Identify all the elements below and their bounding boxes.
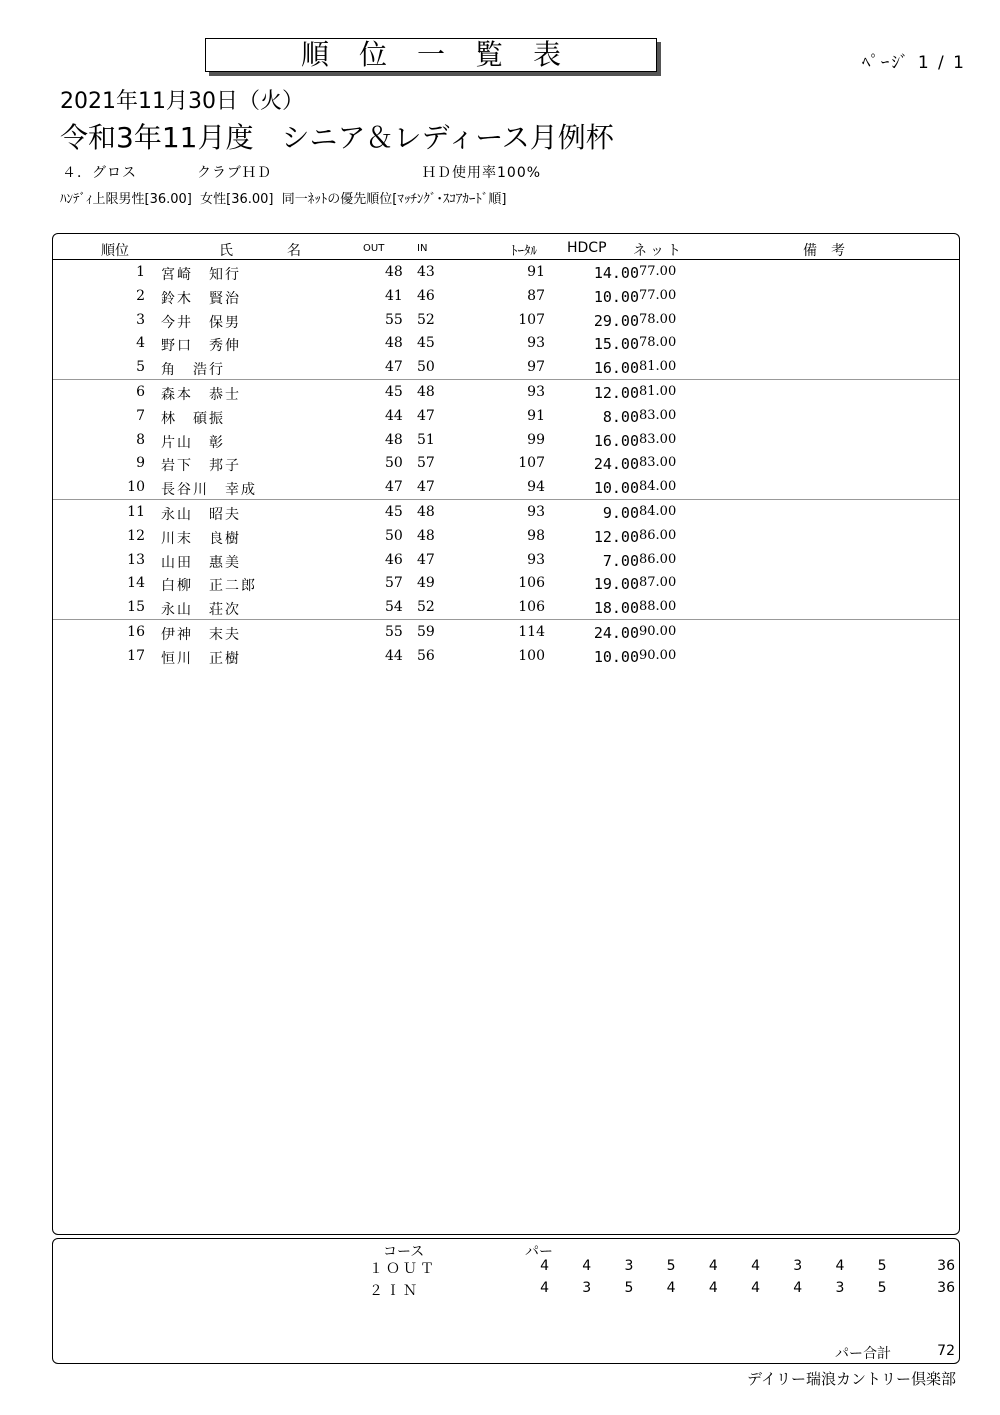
out-score: 47 xyxy=(385,479,403,496)
total-score: 107 xyxy=(518,311,545,328)
out-score: 45 xyxy=(385,503,403,520)
net-score: 78.00 xyxy=(639,335,677,351)
net-score: 84.00 xyxy=(639,479,677,495)
in-score: 47 xyxy=(417,407,435,424)
out-score: 46 xyxy=(385,551,403,568)
hole-par: 4 xyxy=(835,1258,845,1274)
player-name: 長谷川 幸成 xyxy=(161,482,257,499)
in-score: 47 xyxy=(417,551,435,568)
total-score: 97 xyxy=(527,359,545,376)
net-score: 88.00 xyxy=(639,599,677,615)
hdcp-value: 14.00 xyxy=(593,264,639,282)
table-row xyxy=(53,571,959,595)
total-score: 106 xyxy=(518,599,545,616)
rank-cell: 8 xyxy=(136,431,145,448)
table-row xyxy=(53,548,959,572)
net-score: 86.00 xyxy=(639,527,677,543)
table-row xyxy=(53,404,959,428)
table-row xyxy=(53,644,959,668)
out-score: 48 xyxy=(385,264,403,280)
rank-cell: 14 xyxy=(127,575,145,592)
hole-par: 4 xyxy=(666,1280,676,1296)
in-score: 43 xyxy=(417,264,435,280)
page-number: ﾍﾟｰｼﾞ 1 / 1 xyxy=(861,53,966,73)
rank-cell: 17 xyxy=(127,647,145,664)
total-score: 100 xyxy=(518,647,545,664)
hdcp-value: 16.00 xyxy=(593,359,639,378)
net-score: 77.00 xyxy=(639,287,677,303)
in-score: 59 xyxy=(417,623,435,640)
table-row xyxy=(53,500,959,524)
hdcp-value: 24.00 xyxy=(593,455,639,474)
in-score: 48 xyxy=(417,503,435,520)
hole-par: 4 xyxy=(708,1280,718,1296)
player-name: 岩下 邦子 xyxy=(161,458,241,475)
in-score: 56 xyxy=(417,647,435,664)
player-name: 白柳 正二郎 xyxy=(161,578,257,595)
player-name: 林 碩振 xyxy=(161,410,225,427)
in-score: 49 xyxy=(417,575,435,592)
hole-par: 5 xyxy=(624,1280,634,1296)
in-score: 57 xyxy=(417,455,435,472)
hole-par: 4 xyxy=(582,1258,592,1274)
hole-par: 4 xyxy=(751,1258,760,1274)
out-score: 55 xyxy=(385,311,403,328)
col-out: OUT xyxy=(363,243,385,254)
net-score: 90.00 xyxy=(639,623,677,639)
net-score: 77.00 xyxy=(639,264,677,279)
rank-cell: 10 xyxy=(127,479,145,496)
player-name: 森本 恭士 xyxy=(161,386,241,403)
rank-cell: 2 xyxy=(136,287,145,304)
hdcp-value: 29.00 xyxy=(593,311,639,330)
player-name: 永山 荘次 xyxy=(161,602,241,619)
in-score: 50 xyxy=(417,359,435,376)
hdcp-value: 7.00 xyxy=(602,551,639,570)
net-score: 86.00 xyxy=(639,551,677,567)
hdcp-value: 12.00 xyxy=(593,383,639,402)
in-score: 46 xyxy=(417,287,435,304)
player-name: 角 浩行 xyxy=(161,362,225,379)
total-score: 107 xyxy=(518,455,545,472)
hole-par: 5 xyxy=(877,1280,887,1296)
hdcp-value: 19.00 xyxy=(593,575,639,594)
total-score: 93 xyxy=(527,335,545,352)
total-score: 106 xyxy=(518,575,545,592)
col-remarks: 備 考 xyxy=(803,243,845,259)
table-row xyxy=(53,620,959,644)
total-score: 93 xyxy=(527,503,545,520)
net-score: 87.00 xyxy=(639,575,677,591)
table-row xyxy=(53,380,959,404)
out-score: 50 xyxy=(385,455,403,472)
col-total: ﾄｰﾀﾙ xyxy=(511,244,537,259)
hdcp-value: 12.00 xyxy=(593,527,639,546)
course-out-name: １ＯＵＴ xyxy=(369,1261,437,1277)
player-name: 伊神 末夫 xyxy=(161,626,241,643)
player-name: 今井 保男 xyxy=(161,314,241,331)
rank-cell: 12 xyxy=(127,527,145,544)
hdcp-value: 10.00 xyxy=(593,479,639,498)
total-score: 93 xyxy=(527,383,545,400)
club-name: デイリー瑞浪カントリー倶楽部 xyxy=(747,1370,956,1388)
course-label: コース xyxy=(383,1244,425,1260)
player-name: 野口 秀伸 xyxy=(161,338,241,355)
out-score: 57 xyxy=(385,575,403,592)
in-score: 48 xyxy=(417,527,435,544)
rank-cell: 6 xyxy=(136,383,145,400)
net-score: 83.00 xyxy=(639,455,677,471)
hole-par: 4 xyxy=(793,1280,803,1296)
col-name-2: 名 xyxy=(287,243,301,259)
table-row xyxy=(53,355,959,380)
hole-par: 4 xyxy=(540,1258,549,1274)
rank-cell: 5 xyxy=(136,359,145,376)
par-label: パー xyxy=(525,1244,553,1260)
page-title: 順位一覧表 xyxy=(205,38,657,72)
hdcp-value: 24.00 xyxy=(593,623,639,642)
player-name: 鈴木 賢治 xyxy=(161,290,241,307)
player-name: 恒川 正樹 xyxy=(161,650,241,667)
hole-par: 4 xyxy=(540,1280,549,1296)
net-score: 83.00 xyxy=(639,431,677,447)
hole-par: 3 xyxy=(793,1258,803,1274)
table-row xyxy=(53,595,959,620)
net-score: 81.00 xyxy=(639,359,677,375)
col-net: ネット xyxy=(633,243,684,259)
player-name: 川末 良樹 xyxy=(161,530,241,547)
out-score: 45 xyxy=(385,383,403,400)
in-par-total: 36 xyxy=(937,1280,955,1296)
total-score: 93 xyxy=(527,551,545,568)
hdcp-value: 10.00 xyxy=(593,287,639,306)
rank-cell: 13 xyxy=(127,551,145,568)
results-table xyxy=(52,233,960,1235)
in-score: 51 xyxy=(417,431,435,448)
table-row xyxy=(53,428,959,452)
table-row xyxy=(53,260,959,284)
total-score: 114 xyxy=(518,623,545,640)
out-score: 48 xyxy=(385,431,403,448)
hdcp-value: 10.00 xyxy=(593,647,639,666)
in-score: 52 xyxy=(417,599,435,616)
hole-par: 3 xyxy=(582,1280,592,1296)
event-date: 2021年11月30日（火） xyxy=(60,89,304,114)
table-row xyxy=(53,475,959,500)
total-score: 87 xyxy=(527,287,545,304)
in-score: 47 xyxy=(417,479,435,496)
hdcp-value: 8.00 xyxy=(602,407,639,426)
hdcp-value: 15.00 xyxy=(593,335,639,354)
hdcp-value: 18.00 xyxy=(593,599,639,618)
rank-cell: 16 xyxy=(127,623,145,640)
player-name: 宮崎 知行 xyxy=(161,267,241,283)
total-score: 91 xyxy=(527,407,545,424)
total-score: 99 xyxy=(527,431,545,448)
hole-par: 3 xyxy=(835,1280,845,1296)
course-par-table xyxy=(52,1238,960,1364)
hole-par: 5 xyxy=(877,1258,887,1274)
hole-par: 4 xyxy=(708,1258,718,1274)
scoring-info: ４．グロス クラブＨＤ ＨＤ使用率100% xyxy=(62,165,542,181)
table-row xyxy=(53,331,959,355)
table-row xyxy=(53,308,959,332)
rank-cell: 7 xyxy=(136,407,145,424)
col-in: IN xyxy=(417,243,428,254)
table-row xyxy=(53,284,959,308)
col-name-1: 氏 xyxy=(219,243,233,259)
hole-par: 5 xyxy=(666,1258,676,1274)
table-row xyxy=(53,524,959,548)
table-row xyxy=(53,451,959,475)
out-score: 48 xyxy=(385,335,403,352)
out-par-total: 36 xyxy=(937,1258,955,1274)
player-name: 片山 彰 xyxy=(161,434,225,451)
player-name: 永山 昭夫 xyxy=(161,506,241,523)
table-body xyxy=(53,260,959,668)
handicap-note: ﾊﾝﾃﾞｨ上限男性[36.00] 女性[36.00] 同一ﾈｯﾄの優先順位[ﾏｯﾁﾝｸﾞ･ｽｺｱｶｰﾄﾞ順] xyxy=(60,192,507,207)
out-score: 41 xyxy=(385,287,403,304)
net-score: 84.00 xyxy=(639,503,677,519)
event-name: 令和3年11月度 シニア＆レディース月例杯 xyxy=(60,121,614,154)
player-name: 山田 惠美 xyxy=(161,554,241,571)
total-score: 98 xyxy=(527,527,545,544)
hole-par: 3 xyxy=(624,1258,634,1274)
course-in-name: ２ＩＮ xyxy=(369,1283,420,1299)
out-score: 55 xyxy=(385,623,403,640)
out-score: 47 xyxy=(385,359,403,376)
in-score: 45 xyxy=(417,335,435,352)
par-total: 72 xyxy=(937,1343,955,1359)
out-score: 44 xyxy=(385,407,403,424)
col-hdcp: HDCP xyxy=(567,240,607,256)
par-total-label: パー合計 xyxy=(835,1346,891,1362)
hdcp-value: 9.00 xyxy=(602,503,639,522)
net-score: 90.00 xyxy=(639,647,677,663)
rank-cell: 15 xyxy=(127,599,145,616)
total-score: 94 xyxy=(527,479,545,496)
hole-par: 4 xyxy=(751,1280,760,1296)
table-header xyxy=(53,234,959,260)
in-score: 52 xyxy=(417,311,435,328)
out-score: 44 xyxy=(385,647,403,664)
in-score: 48 xyxy=(417,383,435,400)
out-score: 50 xyxy=(385,527,403,544)
rank-cell: 11 xyxy=(127,503,145,520)
rank-cell: 9 xyxy=(136,455,145,472)
rank-cell: 1 xyxy=(136,264,145,280)
out-score: 54 xyxy=(385,599,403,616)
net-score: 83.00 xyxy=(639,407,677,423)
rank-cell: 3 xyxy=(136,311,145,328)
col-rank: 順位 xyxy=(101,243,129,259)
hdcp-value: 16.00 xyxy=(593,431,639,450)
net-score: 78.00 xyxy=(639,311,677,327)
net-score: 81.00 xyxy=(639,383,677,399)
total-score: 91 xyxy=(527,264,545,280)
rank-cell: 4 xyxy=(136,335,145,352)
